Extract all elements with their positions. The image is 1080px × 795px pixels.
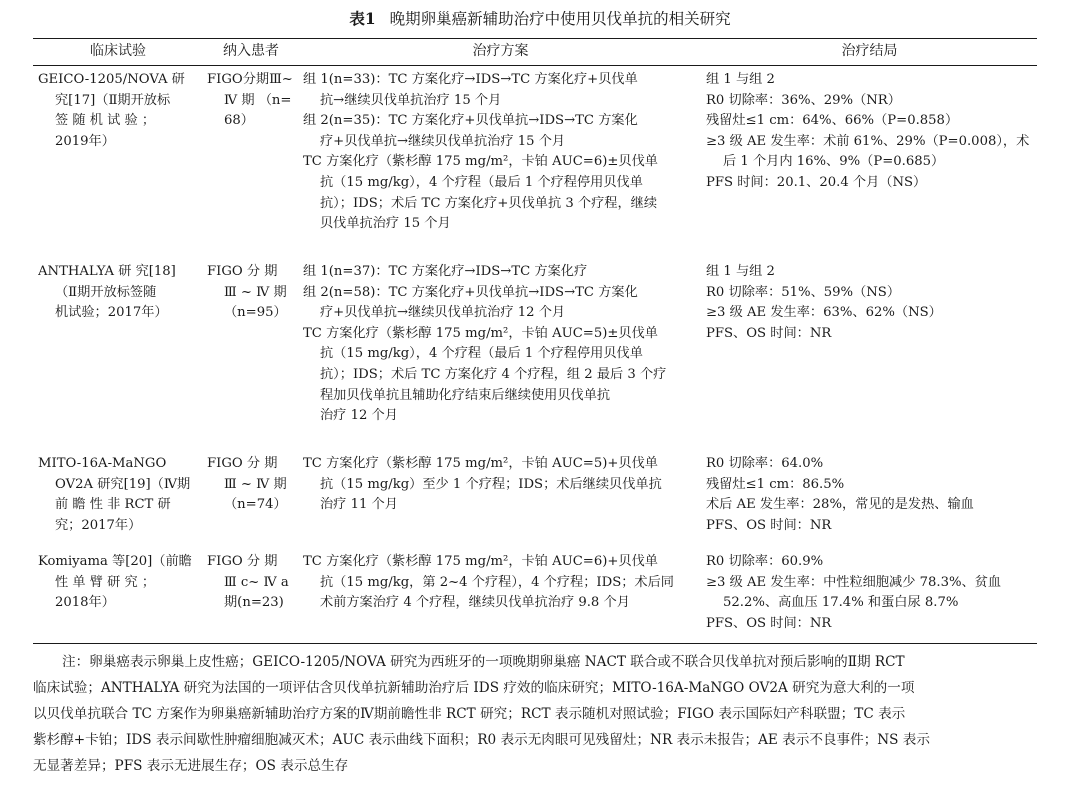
row1-outcome-line: PFS 时间：20.1、20.4 个月（NS） (706, 174, 927, 190)
row1-regimen-line: 组 1(n=33)：TC 方案化疗→IDS→TC 方案化疗+贝伐单 (303, 72, 638, 87)
note-line: 以贝伐单抗联合 TC 方案作为卵巢癌新辅助治疗方案的Ⅳ期前瞻性非 RCT 研究；RCT 表示随机对照试验；FIGO 表示国际妇产科联盟；TC 表示 (33, 706, 906, 722)
row3-patients-line: FIGO 分 期 (207, 456, 278, 471)
row3-trial-line: 究；2017年） (55, 517, 142, 533)
row4-regimen-line: 抗（15 mg/kg，第 2~4 个疗程），4 个疗程；IDS；术后同 (320, 574, 674, 590)
row2-regimen-line: 抗（15 mg/kg），4 个疗程（最后 1 个疗程停用贝伐单 (320, 346, 643, 362)
row1-patients-line: Ⅳ 期 （n= (224, 92, 292, 108)
row2-outcome-line: 组 1 与组 2 (706, 264, 775, 279)
row2-regimen-line: 治疗 12 个月 (320, 408, 398, 424)
row2-outcome (706, 262, 1036, 344)
table-number: 表1 (349, 9, 376, 28)
table-title (0, 6, 1080, 32)
row4-trial-line: 性 单 臂 研 究 ； (55, 574, 156, 590)
row4-regimen-line: TC 方案化疗（紫杉醇 175 mg/m²，卡铂 AUC=6)+贝伐单 (303, 554, 658, 569)
row4-outcome-line: ≥3 级 AE 发生率：中性粒细胞减少 78.3%、贫血 (706, 574, 1002, 590)
note-line: 紫杉醇+卡铂；IDS 表示间歇性肿瘤细胞减灭术；AUC 表示曲线下面积；R0 表示无肉眼可见残留灶；NR 表示未报告；AE 表示不良事件；NS 表示 (33, 732, 930, 748)
row1-outcome-line: 组 1 与组 2 (706, 72, 775, 87)
row2-regimen-line: 疗+贝伐单抗→继续贝伐单抗治疗 12 个月 (320, 305, 566, 321)
row1-trial-line: 究[17]（Ⅱ期开放标 (55, 92, 171, 108)
row3-outcome-line: 术后 AE 发生率：28%，常见的是发热、输血 (706, 497, 974, 513)
row1-trial-line: GEICO-1205/NOVA 研 (38, 72, 185, 87)
row2-regimen-line: 组 2(n=58)：TC 方案化疗+贝伐单抗→IDS→TC 方案化 (303, 284, 638, 300)
row3-trial-line: 前 瞻 性 非 RCT 研 (55, 497, 171, 513)
row1-regimen-line: 疗+贝伐单抗→继续贝伐单抗治疗 15 个月 (320, 133, 566, 149)
row2-outcome-line: PFS、OS 时间：NR (706, 325, 832, 341)
row3-outcome-line: PFS、OS 时间：NR (706, 517, 832, 533)
row2-patients-line: Ⅲ ~ Ⅳ 期 (224, 284, 287, 300)
row1-outcome (706, 70, 1036, 194)
row1-patients-line: FIGO分期Ⅲ~ (207, 72, 293, 87)
row1-regimen-line: 抗（15 mg/kg），4 个疗程（最后 1 个疗程停用贝伐单 (320, 174, 643, 190)
row4-regimen-line: 术前方案治疗 4 个疗程，继续贝伐单抗治疗 9.8 个月 (320, 595, 630, 611)
table-caption: 晚期卵巢癌新辅助治疗中使用贝伐单抗的相关研究 (389, 10, 731, 28)
row1-trial-line: 签 随 机 试 验 ； (55, 113, 156, 129)
row1-regimen-line: 抗）；IDS；术后 TC 方案化疗+贝伐单抗 3 个疗程，继续 (320, 195, 658, 211)
row1-patients-line: 68） (224, 113, 254, 129)
row3-trial-line: OV2A 研究[19]（Ⅳ期 (55, 476, 191, 492)
row3-regimen (303, 454, 698, 516)
row1-outcome-line: R0 切除率：36%、29%（NR） (706, 92, 901, 108)
row4-outcome-line: 52.2%、高血压 17.4% 和蛋白尿 8.7% (723, 595, 959, 611)
row4-outcome (706, 552, 1036, 634)
row1-regimen-line: 贝伐单抗治疗 15 个月 (320, 216, 451, 232)
header-regimen: 治疗方案 (472, 43, 529, 59)
row3-outcome-line: R0 切除率：64.0% (706, 456, 824, 471)
row4-trial-line: 2018年） (55, 595, 115, 611)
row3-patients (207, 454, 295, 516)
row4-outcome-line: PFS、OS 时间：NR (706, 615, 832, 631)
row2-outcome-line: ≥3 级 AE 发生率：63%、62%（NS） (706, 305, 942, 321)
row2-trial-line: 机试验；2017年） (55, 305, 168, 321)
row4-patients-line: FIGO 分 期 (207, 554, 278, 569)
note-line: 无显著差异；PFS 表示无进展生存；OS 表示总生存 (33, 758, 349, 774)
row2-trial-line: ANTHALYA 研 究[18] (38, 264, 176, 279)
row1-trial (38, 70, 200, 152)
row4-patients-line: 期(n=23) (224, 595, 284, 611)
row1-outcome-line: 残留灶≤1 cm：64%、66%（P=0.858） (706, 113, 959, 129)
row3-trial (38, 454, 200, 536)
row3-outcome (706, 454, 1036, 536)
row4-trial (38, 552, 200, 614)
row2-patients-line: （n=95） (224, 305, 287, 321)
row2-patients (207, 262, 295, 324)
row1-outcome-line: ≥3 级 AE 发生率：术前 61%、29%（P=0.008），术 (706, 133, 1030, 149)
note-line: 临床试验；ANTHALYA 研究为法国的一项评估含贝伐单抗新辅助治疗后 IDS 疗效的临床研究；MITO-16A-MaNGO OV2A 研究为意大利的一项 (33, 680, 915, 696)
row3-regimen-line: 抗（15 mg/kg）至少 1 个疗程；IDS；术后继续贝伐单抗 (320, 476, 662, 492)
header-outcome: 治疗结局 (841, 43, 898, 59)
row3-regimen-line: TC 方案化疗（紫杉醇 175 mg/m²，卡铂 AUC=5)+贝伐单 (303, 456, 658, 471)
row4-patients-line: Ⅲ c~ Ⅳ a (224, 574, 289, 590)
row2-outcome-line: R0 切除率：51%、59%（NS） (706, 284, 901, 300)
row2-trial (38, 262, 200, 324)
row2-regimen-line: 抗）；IDS；术后 TC 方案化疗 4 个疗程，组 2 最后 3 个疗 (320, 366, 667, 382)
row2-trial-line: （Ⅱ期开放标签随 (55, 284, 157, 300)
row2-regimen-line: 组 1(n=37)：TC 方案化疗→IDS→TC 方案化疗 (303, 264, 588, 279)
header-patients: 纳入患者 (223, 43, 279, 59)
row1-regimen-line: 抗→继续贝伐单抗治疗 15 个月 (320, 92, 502, 108)
note-line: 注：卵巢癌表示卵巢上皮性癌；GEICO-1205/NOVA 研究为西班牙的一项晚期卵巢癌 NACT 联合或不联合贝伐单抗对预后影响的Ⅱ期 RCT (62, 654, 905, 670)
row1-regimen-line: TC 方案化疗（紫杉醇 175 mg/m²，卡铂 AUC=6)±贝伐单 (303, 154, 658, 170)
bottom-rule (33, 643, 1037, 644)
row1-outcome-line: 后 1 个月内 16%、9%（P=0.685） (723, 154, 945, 170)
row1-trial-line: 2019年） (55, 133, 115, 149)
row3-patients-line: Ⅲ ~ Ⅳ 期 (224, 476, 287, 492)
row4-patients (207, 552, 295, 614)
row2-regimen-line: TC 方案化疗（紫杉醇 175 mg/m²，卡铂 AUC=5)±贝伐单 (303, 325, 658, 341)
row4-outcome-line: R0 切除率：60.9% (706, 554, 824, 569)
row2-regimen (303, 262, 698, 427)
row1-regimen (303, 70, 698, 235)
row3-regimen-line: 治疗 11 个月 (320, 497, 398, 513)
table-note (33, 649, 1037, 779)
row3-outcome-line: 残留灶≤1 cm：86.5% (706, 476, 845, 492)
row2-regimen-line: 程加贝伐单抗且辅助化疗结束后继续使用贝伐单抗 (320, 387, 611, 403)
row1-patients (207, 70, 295, 132)
row4-regimen (303, 552, 698, 614)
row2-patients-line: FIGO 分 期 (207, 264, 278, 279)
header-rule (33, 65, 1037, 66)
row1-regimen-line: 组 2(n=35)：TC 方案化疗+贝伐单抗→IDS→TC 方案化 (303, 113, 638, 129)
row3-patients-line: （n=74） (224, 497, 287, 513)
header-trial: 临床试验 (90, 43, 146, 59)
row4-trial-line: Komiyama 等[20]（前瞻 (38, 554, 192, 569)
row3-trial-line: MITO-16A-MaNGO (38, 456, 167, 471)
